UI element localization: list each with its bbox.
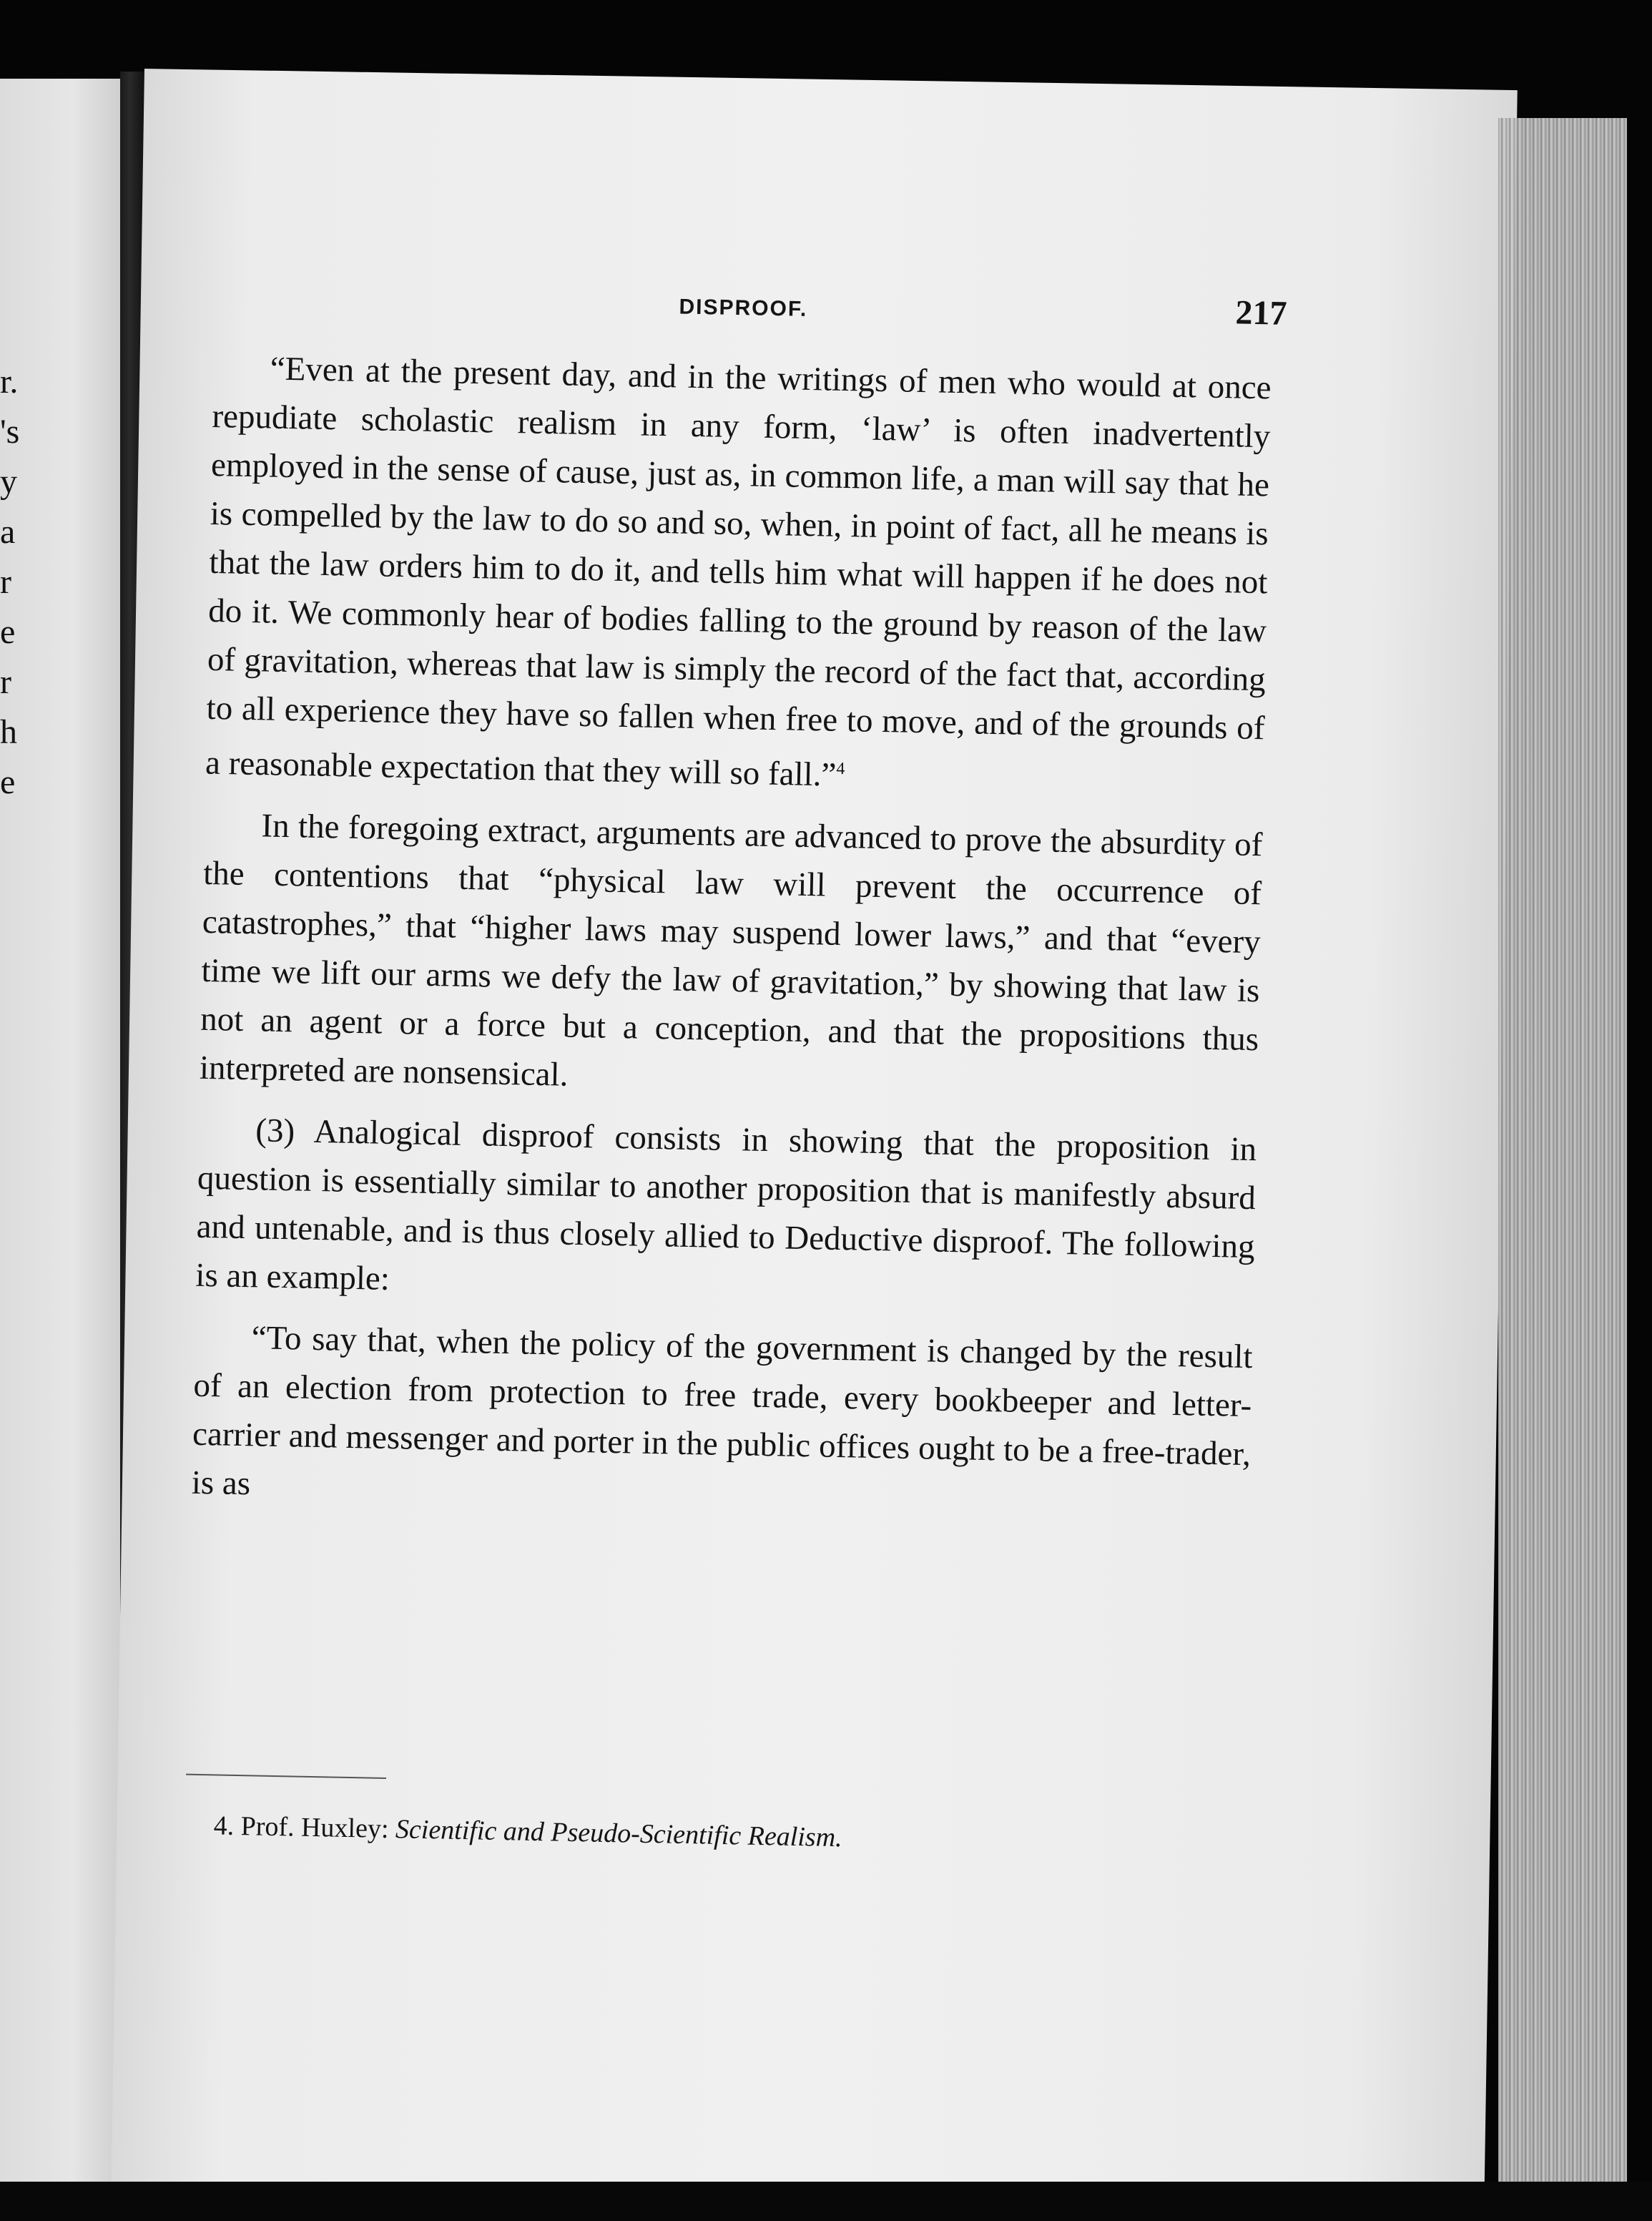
page-edges <box>1498 118 1627 2200</box>
paragraph: (3) Analogical disproof consists in showing that the proposition in question is essentially similar to another proposition that is manifestly absurd and untenable, and is thus closely allied to Deductive disproof. The following is an example: <box>195 1111 1257 1298</box>
footnote-title: Scientific and Pseudo-Scientific Realism. <box>395 1814 843 1853</box>
page-number: 217 <box>1235 293 1288 333</box>
footnote-marker: 4 <box>836 759 845 779</box>
paragraph <box>205 343 1272 808</box>
facing-page-fragment: r <box>0 563 11 601</box>
facing-page-fragment: 's <box>0 413 20 451</box>
body-text <box>191 343 1272 1527</box>
paragraph-text: “Even at the present day, and in the writings of men who would at once repudiate scholastic realism in any form, ‘law’ is often inadvertently employed in the sense of cause, just as, in common life, a man will say that he is compelled by the law to do so and so, when, in point of fact, all he means is that the law orders him to do it, and tells him what will happen if he does not do it. We commonly hear of bodies falling to the ground by reason of the law of gravitation, whereas that law is simply the record of the fact that, according to all experience they have so fallen when free to move, and of the grounds of a reasonable expectation that they will so fall.” <box>205 350 1272 794</box>
facing-page-fragment: e <box>0 763 16 801</box>
running-head: DISPROOF. <box>679 295 808 321</box>
facing-page-fragment: a <box>0 513 16 551</box>
facing-page-edge <box>0 79 120 2182</box>
paragraph: “To say that, when the policy of the government is changed by the result of an election from protection to free trade, every bookbeeper and letter-carrier and messenger and porter in the public offices ought to be a free-trader, is as <box>191 1318 1254 1502</box>
paragraph: In the foregoing extract, arguments are advanced to prove the absurdity of the contentions that “physical law will prevent the occurrence of catastrophes,” that “higher laws may suspend lower laws,” and that “every time we lift our arms we defy the law of gravitation,” by showing that law is not an agent or a force but a conception, and that the propositions thus interpreted are nonsensical. <box>199 807 1263 1094</box>
footnote-number: 4. <box>213 1810 235 1841</box>
scan-bottom-edge <box>0 2182 1652 2221</box>
footnote-author: Prof. Huxley: <box>240 1811 389 1845</box>
facing-page-fragment: r. <box>0 363 19 401</box>
facing-page-fragment: r <box>0 663 11 701</box>
facing-page-fragment: e <box>0 613 16 651</box>
facing-page-fragment: h <box>0 713 17 751</box>
facing-page-fragment: y <box>0 463 17 501</box>
